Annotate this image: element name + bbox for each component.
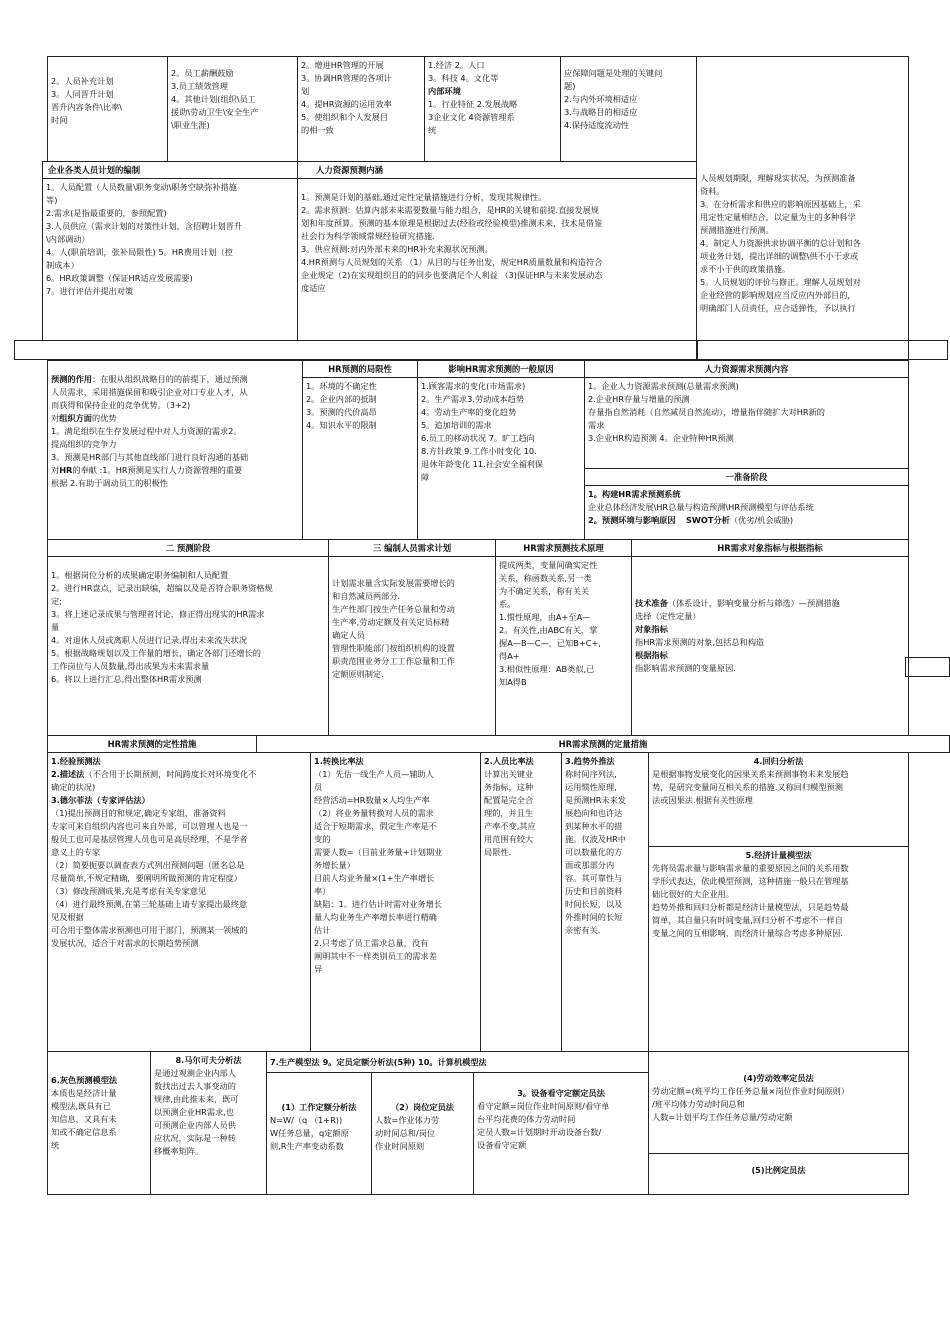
hr-label: HR [59, 465, 73, 475]
basis-indicator-heading: 根据指标 [635, 650, 668, 660]
text-line [51, 373, 299, 386]
text-line: 数找出过去人事变动的 [154, 1081, 236, 1091]
text-line: 设备看守定额 [477, 1140, 527, 1150]
text-line: 2.企业HR存量与增量的预测 [588, 394, 690, 404]
text-line: 理的，并且生 [484, 808, 534, 818]
demand-content-body [584, 377, 909, 469]
text-line: 3。预测是HR部门与其他直线部门进行良好沟通的基础 [51, 452, 249, 462]
text-line: 定额原则制定. [332, 669, 384, 679]
text-line: 2.只考虑了员工需求总量，没有 [314, 938, 429, 948]
text-line: 职责范围业务分工工作总量和工作 [332, 656, 455, 666]
text-line: 局限性. [484, 847, 512, 857]
internal-env-heading: 内部环境 [428, 86, 461, 96]
text-span: （优劣/机会威胁) [729, 515, 794, 525]
text-line: 务指标，这种 [484, 782, 534, 792]
tech-principle-title: HR需求预测技术原理 [495, 539, 632, 557]
text-line: 5。追加培训的需求 [421, 420, 492, 430]
markov-cell [150, 1051, 267, 1195]
text-line: 5。人员规划的评价与修正。理解人员规划对 [700, 277, 861, 287]
text-line: 确定的状况) [51, 782, 96, 792]
conversion-ratio-heading: 1.转换比率法 [314, 756, 364, 766]
text-line: 3。将上述记录成果与管理者讨论，修正得出现实的HR需求 [51, 609, 265, 619]
text-line: 人数=作业体力劳 [375, 1115, 440, 1125]
text-line: 本质也是经济计量 [51, 1088, 117, 1098]
text-line: 4。对退休人员或离职人员进行记录,得出未来流失状况 [51, 635, 248, 645]
object-indicator-heading: 对象指标 [635, 624, 668, 634]
text-line: 题) [564, 81, 576, 91]
text-line: 历史和目前资料 [565, 886, 623, 896]
text-line: 的相一致 [301, 125, 334, 135]
text-line: 外推时间的长短 [565, 912, 623, 922]
text-line: 3。科技 4。文化等 [428, 73, 499, 83]
text-line: 提高组织的竞争力 [51, 439, 117, 449]
text-line: 可以数量化的方 [565, 847, 623, 857]
text-span: （不合用于长期预测，时间跨度长对环境变化不 [84, 769, 257, 779]
text-line: 确定人员 [332, 630, 365, 640]
text-line: 3。预测的代价高昂 [306, 407, 377, 417]
text-span: 对 [51, 465, 60, 475]
text-line: 称时间序列法, [565, 769, 617, 779]
text-line: 见及根据 [51, 912, 84, 922]
text-line: 3。人同晋升计划 [51, 89, 114, 99]
text-line: 1。预测是计划的基础,通过定性定量措施进行分析，发现其规律性。 [301, 192, 547, 202]
text-line: 人数=计划平均工作任务总量/劳动定额 [652, 1112, 793, 1122]
text-line: 用范围有较大 [484, 834, 534, 844]
text-line: 作业时间原则 [375, 1141, 425, 1151]
text-line: （1)提出预测目的和规定,确定专家组，准备资料 [51, 808, 226, 818]
text-line: 务增长量） [314, 860, 355, 870]
text-line: 2。需求预测：估算内部未来需要数量与能力组合，是HR的关键和前提.直接发展规 [301, 205, 600, 215]
text-line: 模型法,既具有已 [51, 1101, 111, 1111]
stage2-body [47, 556, 329, 736]
demand-content-title: 人力资源需求预测内容 [584, 360, 909, 378]
text-line: 知A得B [499, 677, 527, 687]
text-line: 划 [301, 86, 310, 96]
experience-method-heading: 1.经验预测法 [51, 756, 101, 766]
text-line: 存量指自然消耗（自然减员自然流动），增量指伴随扩大对HR新的 [588, 407, 825, 417]
trend-extrapolation-cell [561, 752, 649, 1052]
text-line: 5。使组织和个人发展目 [301, 112, 389, 122]
text-line: 划和年度预算。预测的基本原理是根据过去(经验或经验模型)推测未来，技术是借鉴 [301, 218, 603, 228]
text-line: 时间 [51, 115, 68, 125]
text-line: 企业规定（2)在实现组织目的的同步也要满足个人利益 （3)保证HR与未来发展动态 [301, 270, 603, 280]
text-line: 1.惯性原理，由A+至A— [499, 612, 591, 622]
text-line: 1。满足组织在生存发展过程中对人力资源的需求2。 [51, 426, 242, 436]
text-line: 展趋向和也许达 [565, 808, 623, 818]
work-quota-cell [266, 1072, 372, 1195]
text-line: 3。供应预测:对内外部未来的HR补充来源状况预测。 [301, 244, 493, 254]
text-line: 1。根据岗位分析的成果确定职务编制和人员配置 [51, 570, 229, 580]
text-span: ：在服从组织战略目的的前提下，通过预测 [91, 374, 248, 384]
text-line: 人员需求，采用措施保留和吸引企业对口专业人才，从 [51, 387, 248, 397]
forecast-role-label: 预测的作用 [51, 374, 92, 384]
text-line [51, 464, 299, 477]
text-line: 计算出关键业 [484, 769, 534, 779]
regression-cell [648, 752, 909, 847]
text-line: 4。知识水平的限制 [306, 420, 377, 430]
text-line: 势，是研究变量间互相关系的措施.又称回归模型预测 [652, 782, 843, 792]
staff-ratio-heading: 2.人员比率法 [484, 756, 534, 766]
text-line: 是根据事物发展变化的因果关系来预测事物未来发展趋 [652, 769, 849, 779]
text-line: 工作岗位与人员数量,得出成果为未来需求量 [51, 661, 210, 671]
text-line: 率） [314, 886, 331, 896]
text-line: 8.方针政策 9.工作小时变化 10. [421, 446, 537, 456]
text-line: /班平均体力劳动时间总和 [652, 1099, 745, 1109]
text-line: （2）简要扼要以调查表方式列出预测问题（匿名总是 [51, 860, 245, 870]
text-line: 和自然减员两部分. [332, 591, 401, 601]
text-line: 2.需求(是指最重要的，参照配置) [46, 208, 167, 218]
conversion-ratio-cell [310, 752, 481, 1052]
text-line: 产率不变,其应 [484, 821, 536, 831]
text-line: 6.员工的移动状况 7。旷工趋向 [421, 433, 535, 443]
text-line: 为不确定关系，称有关关 [499, 586, 590, 596]
tech-prep-label: 技术准备 [635, 598, 668, 608]
staff-plan-body [42, 178, 298, 341]
text-line: 应保障问题是处理的关键问 [564, 68, 663, 78]
text-line: 知信息，又具有未 [51, 1114, 117, 1124]
stage1-heading: 1。构建HR需求预测系统 [588, 489, 681, 499]
stage3-body [328, 556, 496, 736]
text-line: 2。生产需求3.劳动成本趋势 [421, 394, 525, 404]
text-line: 明确部门人员责任，应合适弹性，予以执行 [700, 303, 856, 313]
text-line: 需要人数=（目前业务量+计划期业 [314, 847, 443, 857]
text-line: 6。将以上进行汇总,得出整体HR需求预测 [51, 674, 202, 684]
equipment-quota-cell [473, 1072, 649, 1195]
text-line: 定员人数=计划期时开动设备台数/ [477, 1127, 602, 1137]
text-line: 台平均花费的体力劳动时间 [477, 1114, 576, 1124]
text-line: 定; [51, 596, 62, 606]
text-line: 2。增进HR管理的开展 [301, 60, 384, 70]
models-header-cell: 7.生产模型法 9。定员定额分析法(5种) 10。计算机模型法 [266, 1051, 649, 1073]
text-line: 握A—B—C—，已知B+C+, [499, 638, 601, 648]
text-line: 1。行业特征 2.发展战略 [428, 99, 518, 109]
factors-body [417, 377, 585, 540]
text-line: 4.HR预测与人员规划的关系 （1）从目的与任务出发，规定HR质量数量和构造符合 [301, 257, 603, 267]
text-line: 应状况，实际是一种转 [154, 1133, 236, 1143]
description-method-label: 2.描述法 [51, 769, 85, 779]
text-line: 统 [428, 125, 437, 135]
equipment-quota-heading: 3。设备看守定额定员法 [517, 1088, 605, 1098]
text-line: 4.保持适度流动性 [564, 120, 630, 130]
text-line: 度适应 [301, 283, 326, 293]
staff-ratio-cell [480, 752, 562, 1052]
text-line: 3.企业HR构造预测 4。企业特种HR预测 [588, 433, 734, 443]
text-line: 4。制定人力资源供求协调平衡的总计划和各 [700, 238, 861, 248]
text-line: 生产性部门按生产任务总量和劳动 [332, 604, 455, 614]
markov-heading: 8.马尔可夫分析法 [175, 1055, 242, 1065]
text-line [588, 514, 905, 527]
text-line: 是通过观测企业内部人 [154, 1068, 236, 1078]
text-line: 2.与内外环境相适应 [564, 94, 638, 104]
text-line: 1.顾客需求的变化(市场需求) [421, 381, 526, 391]
text-line: 用定性定量相结合，以定量为主的多种科学 [700, 212, 856, 222]
text-line: 3。在分析需求和供应的影响原因基础上，采 [700, 199, 861, 209]
text-line: 知或不确定信息系 [51, 1127, 117, 1137]
indicators-title: HR需求对象指标与根据指标 [631, 539, 909, 557]
swot-label: SWOT分析 [686, 515, 730, 525]
text-line: 变的 [314, 834, 331, 844]
text-line: 动时间总和/岗位 [375, 1128, 436, 1138]
labor-efficiency-cell [648, 1051, 909, 1154]
text-line: 以预测企业HR需求,也 [154, 1107, 234, 1117]
text-line: 统 [51, 1140, 60, 1150]
text-line: 企业经营的影响规划应当反应内外部目的， [700, 290, 856, 300]
text-line: 发展状况，适合于对需求的长期趋势预测 [51, 938, 199, 948]
limitations-title: HR预测的局限性 [302, 360, 418, 378]
row1-cell-principles [560, 56, 697, 162]
text-line: 6。HR政策调整（保证HR适应发展需要) [46, 273, 193, 283]
text-line: 1。环境的不确定性 [306, 381, 377, 391]
text-line: 人员规划期限，理解现实状况，为预测准备 [700, 173, 856, 183]
text-line: 等) [46, 195, 58, 205]
text-line: 而获得和保持企业的竞争优势。（3+2) [51, 400, 191, 410]
text-line: 2。员工薪酬鼓励 [171, 68, 234, 78]
text-line: 移概率矩阵。 [154, 1146, 204, 1156]
text-span: 的奉献 :1。HR预测是实行人力资源管理的重要 [72, 465, 243, 475]
stage1-env-label: 2。预测环境与影响原因 [588, 515, 676, 525]
text-line: 简单，其自量只有时间变量,回归分析不考虑不一样自 [652, 915, 843, 925]
text-line: 劳动定额=(班平均工作任务总量×岗位作业时间原则） [652, 1086, 850, 1096]
limitations-body [302, 377, 418, 540]
text-line: 计划需求量含实际发展需要增长的 [332, 578, 455, 588]
text-line: 异 [314, 964, 323, 974]
text-line: 得A+ [499, 651, 520, 661]
text-line: 晋升内容条件\比率\ [51, 102, 123, 112]
text-line: 1.经济 2。人口 [428, 60, 485, 70]
text-line: 目前人均业务量×(1+生产率增长 [314, 873, 435, 883]
post-staffing-heading: （2）岗位定员法 [390, 1102, 454, 1112]
text-line: 4。提HR资源的运用效率 [301, 99, 392, 109]
delphi-heading: 3.德尔菲法（专家评估法） [51, 795, 150, 805]
text-line: 学形式表达，依此模型预测，这种措施一般只在管理基 [652, 876, 849, 886]
text-line: 法或因果法.根据有关性原理 [652, 795, 753, 805]
text-line: 7。进行评估并提出对策 [46, 286, 134, 296]
text-line: 2。企业内部的抵制 [306, 394, 377, 404]
side-stub [905, 657, 950, 677]
text-line: 障 [421, 472, 430, 482]
text-line: 2。人员补充计划 [51, 76, 114, 86]
ratio-staffing-heading: (5)比例定员法 [751, 1165, 806, 1175]
text-line: 3.与战略目的相适应 [564, 107, 638, 117]
hr-forecast-meaning-title: 人力资源预测内涵 [297, 161, 697, 179]
text-line: 容。其可靠性与 [565, 873, 623, 883]
text-line: 看守定额=岗位作业时间原则/看守单 [477, 1101, 610, 1111]
row1-cell-plans [47, 56, 168, 162]
tech-principle-body [495, 556, 632, 736]
text-line: 预测措施进行预测。 [700, 225, 774, 235]
text-line [51, 768, 307, 781]
text-line: 适合于短期需求，假定生产率是不 [314, 821, 437, 831]
text-line: 到某种水平的措 [565, 821, 623, 831]
text-line: 配置是完全合 [484, 795, 534, 805]
grey-model-cell [47, 1051, 151, 1195]
indicators-body [631, 556, 909, 736]
text-span: （体系设计，影响变量分析与筛选）—预测措施 [667, 598, 840, 608]
text-line: 阐明其中不一样类别员工的需求差 [314, 951, 437, 961]
stage1-title: 一准备阶段 [584, 468, 909, 486]
text-line: 变量之间的互相影响，而经济计量综合考虑多种原因. [652, 928, 843, 938]
row1-cell-environment [424, 56, 561, 162]
spacer-row-right [697, 340, 948, 360]
staff-plan-title: 企业各类人员计划的编制 [42, 161, 298, 179]
text-line: 提成两类，变量间确实定性 [499, 560, 598, 570]
row1-cell-hr-goals [297, 56, 425, 162]
text-line: N=W/（q （1+R)) [270, 1115, 343, 1125]
text-line: 运用惯性原理, [565, 782, 617, 792]
text-line: （1）先估一线生产人员—辅助人 [314, 769, 434, 779]
text-line: 尽量简单,不规定精确，要阐明所做预测的肯定程度） [51, 873, 242, 883]
econometric-cell [648, 846, 909, 1052]
text-line: （3）修改预测成果,充是考虑有关专家意见 [51, 886, 207, 896]
text-line: 规律,由此推未来，既可 [154, 1094, 239, 1104]
qualitative-body [47, 752, 311, 1052]
text-line: 退休年龄变化 11.社会安全福利保 [421, 459, 544, 469]
text-line: 指影响需求预测的变量原因. [635, 663, 736, 673]
text-line: 2。有关性,由ABC有关，掌 [499, 625, 598, 635]
right-top-cell [696, 56, 909, 361]
text-line: 面或那部分内 [565, 860, 615, 870]
post-staffing-cell [371, 1072, 474, 1195]
factors-title: 影响HR需求预测的一般原因 [417, 360, 585, 378]
work-quota-heading: (1）工作定额分析法 [281, 1102, 357, 1112]
text-line: 趋势外推和回归分析都是经济计量模型法，只是趋势最 [652, 902, 849, 912]
text-line: 般员工也可是基层管理人员也可是高层经理，不是学者 [51, 834, 248, 844]
spacer-row [14, 340, 698, 360]
text-line: 施。仅波及HR中 [565, 834, 626, 844]
text-line: 资料。 [700, 186, 725, 196]
text-line [51, 412, 299, 425]
text-line: 生产率,劳动定额及有关定员标精 [332, 617, 450, 627]
text-line: 援助\劳动卫生\安全生产 [171, 107, 259, 117]
text-line: 关系，称函数关系,另一类 [499, 573, 592, 583]
forecast-role-cell [47, 360, 303, 540]
text-line: 意义上的专家 [51, 847, 101, 857]
text-line: 是预测HR未来发 [565, 795, 626, 805]
ratio-staffing-cell [648, 1153, 909, 1195]
text-line: 管理性职能部门按组织机构的设置 [332, 643, 455, 653]
text-line: 4。人(职前培训，张补局限性) 5。HR费用计划（控 [46, 247, 233, 257]
text-line: 4。其他计划(组织\员工 [171, 94, 256, 104]
text-line: 量人均业务生产率增长率进行精确 [314, 912, 437, 922]
text-line: 估计 [314, 925, 331, 935]
text-line: 需求 [588, 420, 605, 430]
text-line: 求不小于供的政策措施。 [700, 264, 791, 274]
text-line: 企业总体经济发展\HR总量与构造预测\HR预测模型与评估系统 [588, 502, 814, 512]
text-line: 专家可来自组织内容也可来自外部，可以管理人也是一 [51, 821, 248, 831]
text-line: 1。人员配置（人员数量\职务变动\职务空缺弥补措施 [46, 182, 237, 192]
text-line: 3.相似性原理：AB类似,已 [499, 664, 595, 674]
text-line: 可预测企业内部人员供 [154, 1120, 236, 1130]
text-line: 可合用于整体需求预测也可用于部门，预测某一领域的 [51, 925, 248, 935]
text-span: 对 [51, 413, 60, 423]
text-line: 指HR需求预测的对象,包括总和构造 [635, 637, 765, 647]
row1-cell-employee-plans [167, 56, 298, 162]
text-line: 3.人员供应（需求计划的对策性计划，含招聘计划晋升 [46, 221, 243, 231]
text-line: 缺陷：1。进行估计时需对业务增长 [314, 899, 443, 909]
text-line: 项业务计划，提出详细的调整\供不小于求或 [700, 251, 859, 261]
text-line: 亲密有关. [565, 925, 601, 935]
text-line [635, 597, 905, 610]
text-line: 根据 2.有助于调动员工的积极性 [51, 478, 168, 488]
text-line: \内部调动） [46, 234, 90, 244]
text-line: 选择（定性定量） [635, 611, 701, 621]
stage3-title: 三 编制人员需求计划 [328, 539, 496, 557]
text-line: W任务总量，q定额原 [270, 1128, 349, 1138]
text-line: 2。进行HR盘点，记录出缺编，超编以及是否符合职务资格规 [51, 583, 273, 593]
stage2-title: 二 预测阶段 [47, 539, 329, 557]
text-line: 4。劳动生产率的变化趋势 [421, 407, 517, 417]
hr-forecast-meaning-body [297, 178, 697, 341]
labor-efficiency-heading: (4)劳动效率定员法 [743, 1073, 814, 1083]
text-line: 制成本） [46, 260, 79, 270]
text-line: 则,R生产率变动系数 [270, 1141, 344, 1151]
text-line: 3。协调HR管理的各项计 [301, 73, 392, 83]
text-line: 时间长短，以及 [565, 899, 623, 909]
text-line: 先将员需求量与影响需求量的重要原因之间的关系用数 [652, 863, 849, 873]
regression-heading: 4.回归分析法 [753, 756, 804, 766]
quantitative-title: HR需求预测的定量措施 [256, 735, 950, 753]
text-line: 础比很好的大企业用。 [652, 889, 734, 899]
org-aspect-label: 组织方面 [59, 413, 92, 423]
stage1-body [584, 485, 909, 540]
text-line: 3.员工绩效管理 [171, 81, 228, 91]
text-line: 5。根据战略规划以及工作量的增长，确定各部门还增长的 [51, 648, 261, 658]
text-line: 1。企业人力资源需求预测(总量需求预测) [588, 381, 739, 391]
trend-extrapolation-heading: 3.趋势外推法 [565, 756, 615, 766]
text-line: 员 [314, 782, 323, 792]
text-line: 3企业文化 4资源管理系 [428, 112, 515, 122]
econometric-heading: 5.经济计量模型法 [745, 850, 812, 860]
text-line: 经营活动=HR数量×人均生产率 [314, 795, 430, 805]
text-line: 系。 [499, 599, 516, 609]
grey-model-heading: 6.灰色预测模型法 [51, 1075, 118, 1085]
text-line: 量 [51, 622, 60, 632]
qualitative-title: HR需求预测的定性措施 [47, 735, 257, 753]
text-span: 的优势 [91, 413, 117, 423]
text-line: （2）将业务量转换对人员的需求 [314, 808, 434, 818]
text-line: （4）进行最终预测,在第三轮基础上请专家提出最终意 [51, 899, 248, 909]
text-line: \职业生涯) [171, 120, 210, 130]
text-line: 社会行为科学领域常规经验研究措施. [301, 231, 435, 241]
